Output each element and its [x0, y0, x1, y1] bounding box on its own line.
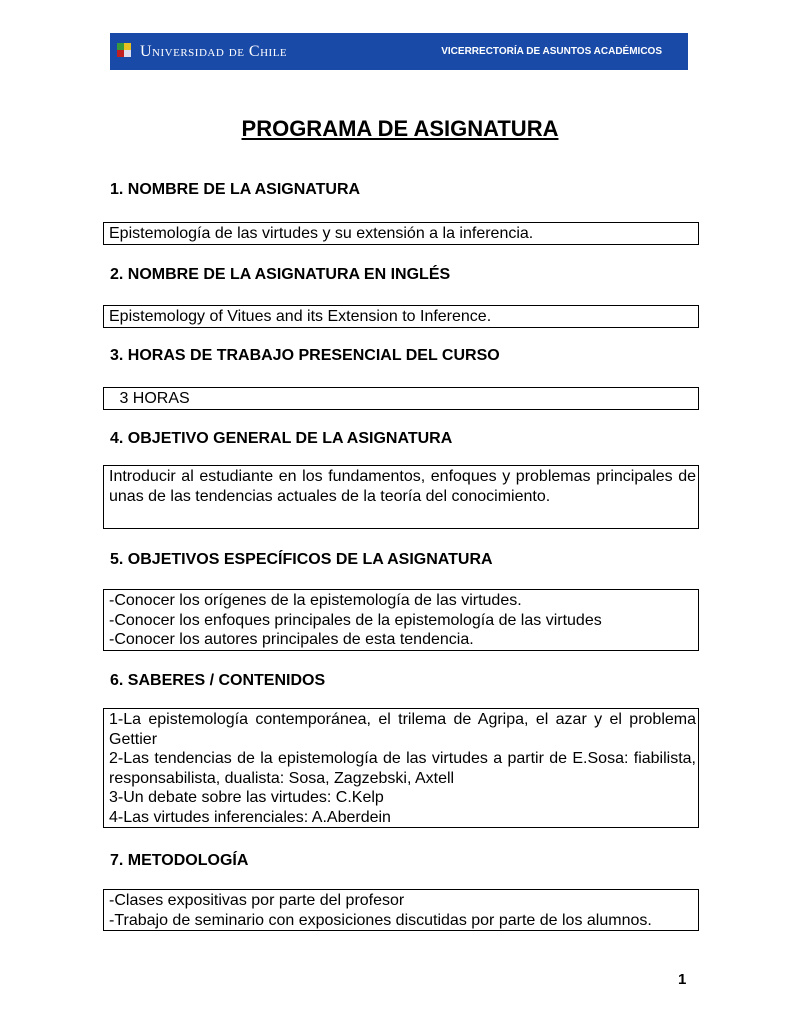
section-heading: 4. OBJETIVO GENERAL DE LA ASIGNATURA — [110, 430, 453, 447]
section-heading: 6. SABERES / CONTENIDOS — [110, 672, 326, 689]
section-box — [103, 465, 699, 529]
section-heading: 5. OBJETIVOS ESPECÍFICOS DE LA ASIGNATURA — [110, 551, 493, 568]
page-number: 1 — [678, 971, 687, 988]
list-item: -Clases expositivas por parte del profesor — [109, 892, 405, 909]
list-item: 1-La epistemología contemporánea, el trilema de Agripa, el azar y el problema Gettier — [109, 711, 696, 748]
section-box — [103, 589, 699, 651]
section-text: Introducir al estudiante en los fundamentos, enfoques y problemas principales de unas de las tendencias actuales de la teoría del conocimiento. — [109, 468, 696, 505]
office-name: VICERRECTORÍA DE ASUNTOS ACADÉMICOS — [441, 46, 662, 57]
header-banner — [110, 33, 688, 70]
university-name: Universidad de Chile — [140, 43, 288, 60]
list-item: -Conocer los enfoques principales de la epistemología de las virtudes — [109, 611, 602, 629]
section-box — [103, 305, 699, 328]
list-item: -Conocer los orígenes de la epistemología de las virtudes. — [109, 592, 522, 609]
list-item: 2-Las tendencias de la epistemología de las virtudes a partir de E.Sosa: fiabilista, responsabilista, dualista: Sosa, Zagzebski, Axtell — [109, 750, 696, 787]
university-crest-icon — [117, 39, 131, 65]
section-box — [103, 889, 699, 931]
list-item: 4-Las virtudes inferenciales: A.Aberdein — [109, 808, 391, 826]
section-heading: 7. METODOLOGÍA — [110, 852, 249, 869]
page-title: PROGRAMA DE ASIGNATURA — [241, 116, 559, 141]
section-box — [103, 387, 699, 410]
section-text: Epistemología de las virtudes y su extensión a la inferencia. — [109, 225, 534, 242]
list-item: 3-Un debate sobre las virtudes: C.Kelp — [109, 789, 384, 806]
section-heading: 2. NOMBRE DE LA ASIGNATURA EN INGLÉS — [110, 266, 451, 283]
section-box — [103, 222, 699, 245]
list-item: -Conocer los autores principales de esta tendencia. — [109, 631, 474, 648]
section-text: 3 HORAS — [115, 390, 190, 407]
list-item: -Trabajo de seminario con exposiciones discutidas por parte de los alumnos. — [109, 911, 652, 929]
section-heading: 1. NOMBRE DE LA ASIGNATURA — [110, 181, 361, 198]
section-heading: 3. HORAS DE TRABAJO PRESENCIAL DEL CURSO — [110, 347, 500, 364]
section-box — [103, 708, 699, 828]
section-text: Epistemology of Vitues and its Extension to Inference. — [109, 308, 492, 325]
